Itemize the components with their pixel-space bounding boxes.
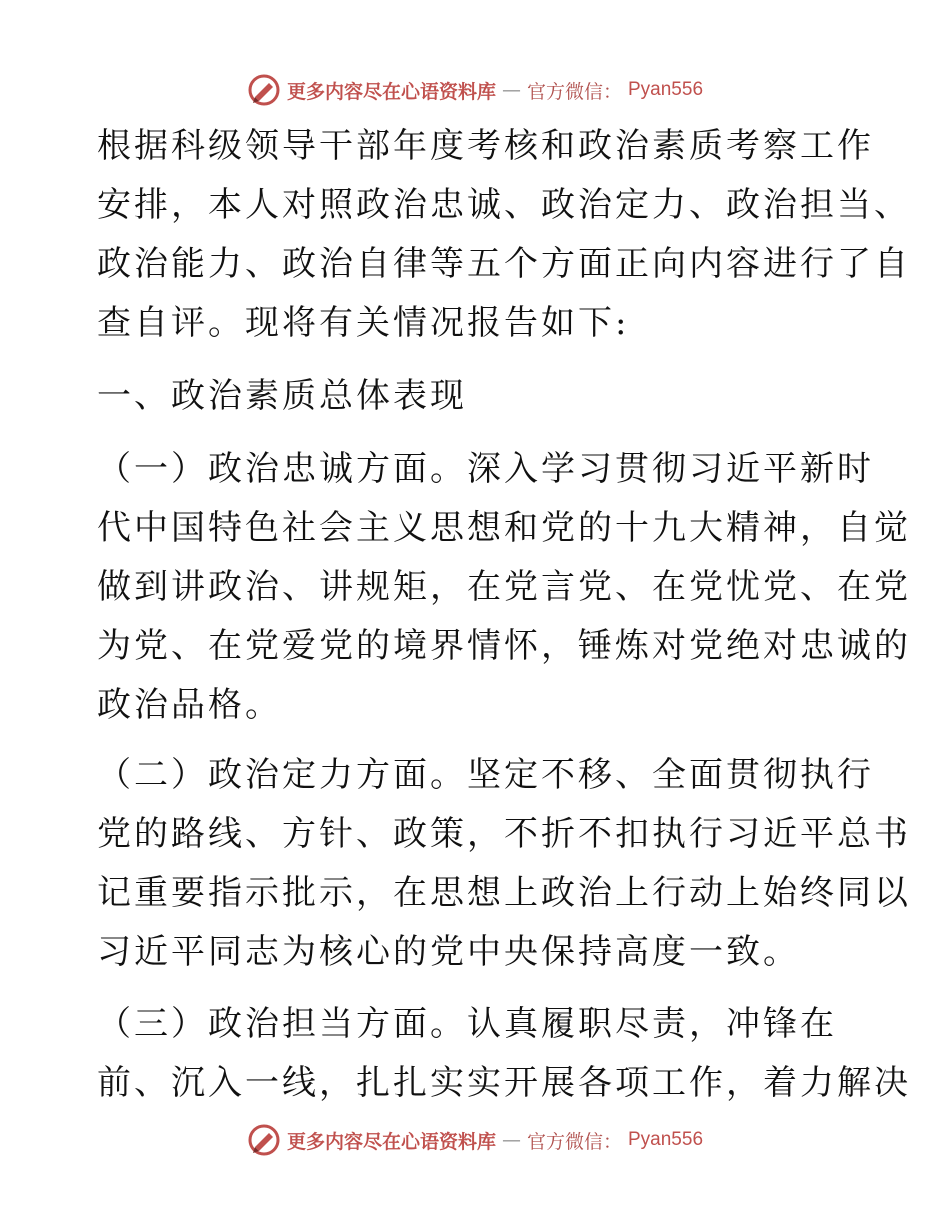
header-site-name: 更多内容尽在心语资料库 <box>286 80 496 103</box>
text-line: 做到讲政治、讲规矩，在党言党、在党忧党、在党 <box>97 567 911 607</box>
text-line: 查自评。现将有关情况报告如下: <box>97 303 630 343</box>
text-line: 习近平同志为核心的党中央保持高度一致。 <box>97 932 800 972</box>
text-line: 安排，本人对照政治忠诚、政治定力、政治担当、 <box>97 185 911 225</box>
footer-site-name: 更多内容尽在心语资料库 <box>286 1130 496 1153</box>
header-separator: — <box>501 79 521 101</box>
text-line: 记重要指示批示，在思想上政治上行动上始终同以 <box>97 873 911 913</box>
footer-separator: — <box>501 1129 521 1151</box>
header-banner <box>0 70 950 110</box>
footer-wechat-label: 官方微信： <box>526 1130 622 1153</box>
text-line: 党的路线、方针、政策，不折不扣执行习近平总书 <box>97 814 911 854</box>
header-wechat-id: Pyan556 <box>628 79 704 100</box>
text-line: 根据科级领导干部年度考核和政治素质考察工作 <box>97 126 874 166</box>
text-line: 政治能力、政治自律等五个方面正向内容进行了自 <box>97 244 911 284</box>
text-line: 前、沉入一线，扎扎实实开展各项工作，着力解决 <box>97 1063 911 1103</box>
text-line: （一）政治忠诚方面。深入学习贯彻习近平新时 <box>97 449 874 489</box>
footer-banner <box>0 1120 950 1160</box>
header-wechat-label: 官方微信： <box>526 80 622 103</box>
text-line: 代中国特色社会主义思想和党的十九大精神，自觉 <box>97 508 911 548</box>
footer-wechat-id: Pyan556 <box>628 1129 704 1150</box>
text-line: （二）政治定力方面。坚定不移、全面贯彻执行 <box>97 755 874 795</box>
pen-logo-icon <box>247 1123 281 1157</box>
text-line: 为党、在党爱党的境界情怀，锤炼对党绝对忠诚的 <box>97 626 911 666</box>
pen-logo-icon <box>247 73 281 107</box>
section-heading: 一、政治素质总体表现 <box>97 376 467 416</box>
text-line: 政治品格。 <box>97 685 282 725</box>
text-line: （三）政治担当方面。认真履职尽责，冲锋在 <box>97 1004 837 1044</box>
